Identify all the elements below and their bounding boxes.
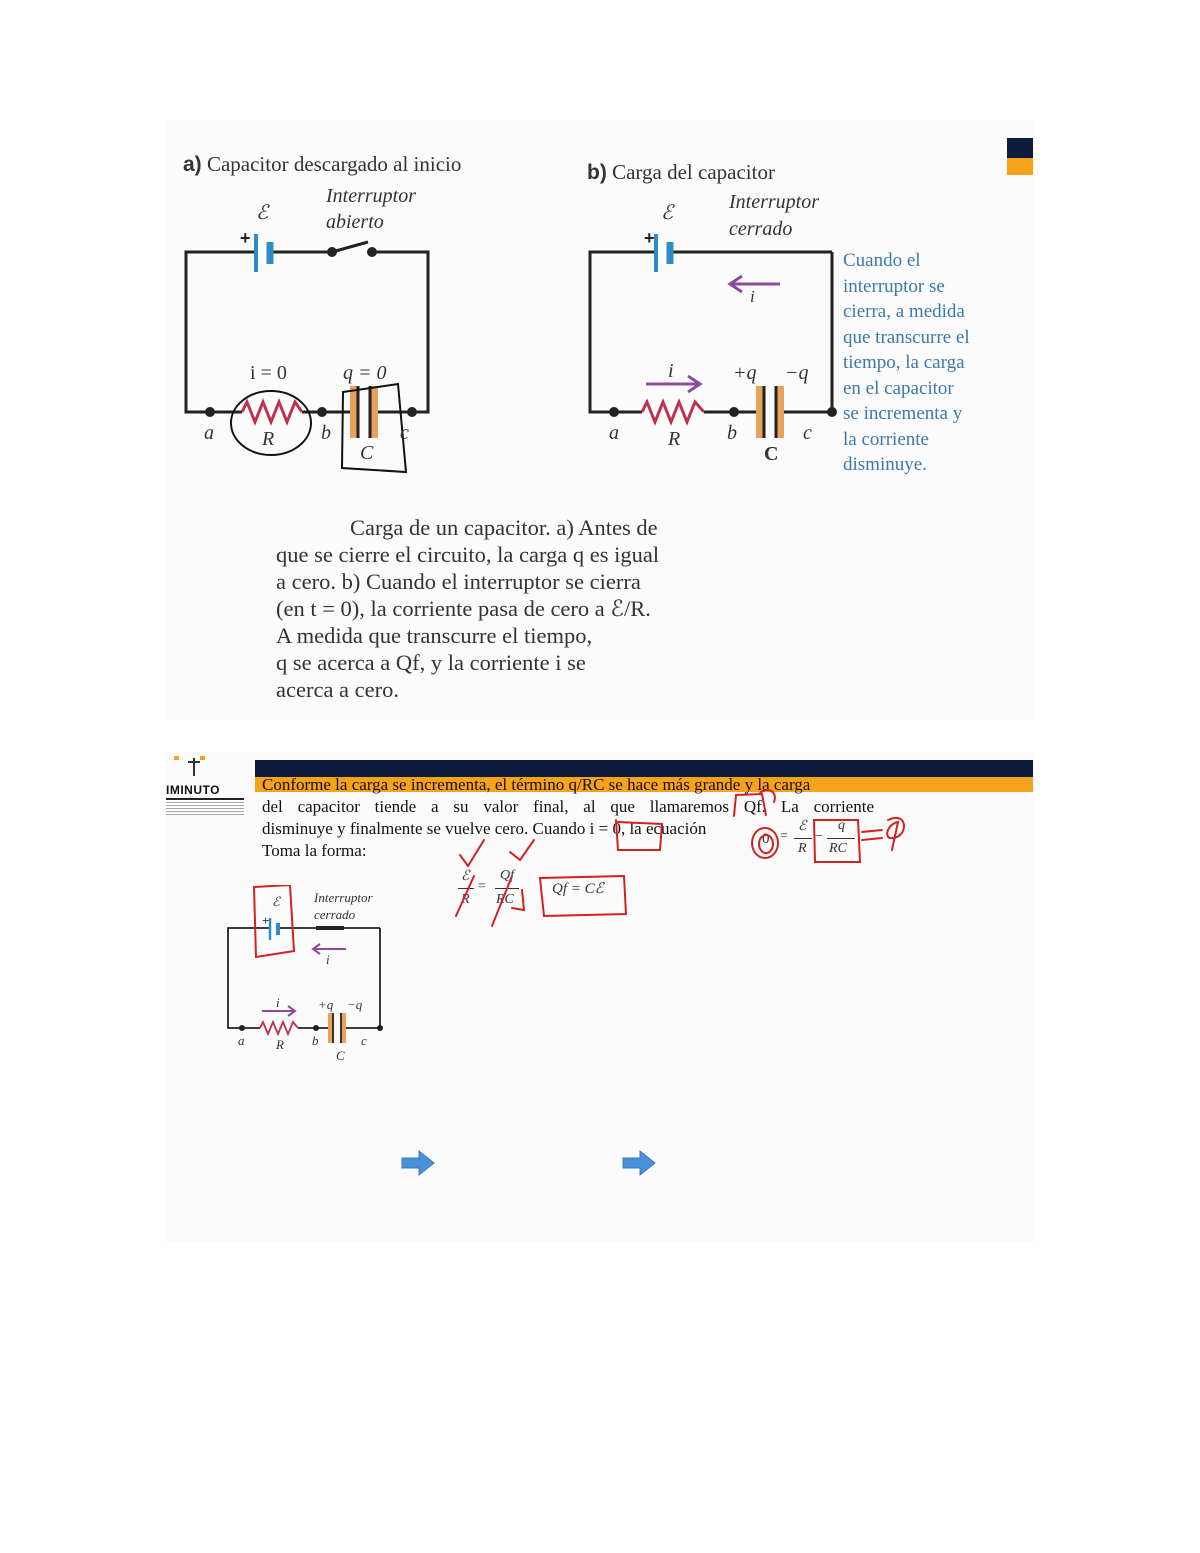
switch-label-small-1: Interruptor [314,890,373,905]
plus-label-small: + [262,913,270,928]
current-label-small-bottom: i [276,995,280,1010]
node-c-label-small: c [361,1033,367,1048]
plus-label-a: + [240,228,251,248]
right-arrow-icon-2 [622,1150,656,1176]
switch-label-a-1: Interruptor [326,185,416,207]
eq2-Qf: Qf [500,868,514,883]
current-label-b-top: i [750,287,755,306]
eq-equals: = [780,829,788,844]
plus-q-label-b: +q [733,362,757,384]
node-a-label-b: a [609,422,619,444]
eq2-emf: ℰ [461,869,470,884]
eq-minus: − [815,829,823,844]
node-a-label-a: a [204,422,214,444]
switch-label-b-1: Interruptor [729,191,819,213]
plus-q-label-small: +q [318,997,334,1012]
eq-R: R [798,841,807,856]
node-c-label-b: c [803,422,812,444]
eq2-RC: RC [496,892,514,907]
resistor-label-small: R [276,1037,284,1052]
node-c-label-a: c [400,422,409,444]
corner-accent-navy [1007,138,1033,158]
eq-zero: 0 [762,831,770,847]
eq-q: q [838,818,845,833]
capacitor-label-a: C [360,442,374,464]
current-label-a: i = 0 [250,362,287,384]
university-logo [166,756,250,822]
eq3-final-charge: Qf = Cℰ [552,881,604,897]
plus-label-b: + [644,228,655,248]
eq-RC: RC [829,841,847,856]
corner-accent-orange [1007,158,1033,175]
logo-mark-icon [166,756,250,784]
switch-label-b-2: cerrado [729,218,793,240]
node-b-label-small: b [312,1033,319,1048]
resistor-label-a: R [262,428,275,450]
capacitor-label-b: C [764,443,779,465]
emf-label-b: ℰ [661,202,674,224]
charging-note: Cuando el interruptor se cierra, a medida que transcurre el tiempo, la carga en el capacitor se incrementa y la corriente disminuye. [843,250,970,475]
circuit-b-diagram [580,190,840,480]
current-label-small-top: i [326,952,330,967]
charge-label-a: q = 0 [343,362,387,384]
switch-label-small-2: cerrado [314,907,356,922]
current-label-b-bottom: i [668,360,674,382]
capacitor-label-small: C [336,1048,345,1063]
eq2-equals: = [478,879,486,894]
node-b-label-b: b [727,422,737,444]
emf-label-small: ℰ [272,894,280,909]
eq-emf: ℰ [798,819,807,834]
logo-text: IMINUTO [166,783,220,797]
handwritten-annotations [440,780,920,930]
resistor-label-b: R [668,428,681,450]
right-arrow-icon-1 [401,1150,435,1176]
figure-b-title: b) Carga del capacitor [587,160,775,184]
slide-2-line-3: disminuye y finalmente se vuelve cero. Cuando i = 0, la ecuación [262,819,707,838]
node-b-label-a: b [321,422,331,444]
figure-caption: Carga de un capacitor. a) Antes de que se cierre el circuito, la carga q es igual a cero. b) Cuando el interruptor se cierra (en t = 0), la corriente pasa de cero a ℰ/R. A medida que transcurre el tiempo, q se acerca a Qf, y la corriente i se acerca a cero. [276,515,660,702]
minus-q-label-small: −q [347,997,363,1012]
minus-q-label-b: −q [785,362,809,384]
eq2-R: R [461,892,470,907]
slide-2-line-1: Conforme la carga se incrementa, el término q/RC se hace más grande y la carga [262,775,811,794]
switch-label-a-2: abierto [326,211,384,233]
node-a-label-small: a [238,1033,245,1048]
slide-2-line-2: del capacitor tiende a su valor final, al que llamaremos Qf. La corriente [262,797,874,816]
figure-a-title: a) Capacitor descargado al inicio [183,152,462,176]
slide-2-line-4: Toma la forma: [262,841,367,860]
emf-label-a: ℰ [256,202,269,224]
circuit-small-diagram [220,885,390,1055]
